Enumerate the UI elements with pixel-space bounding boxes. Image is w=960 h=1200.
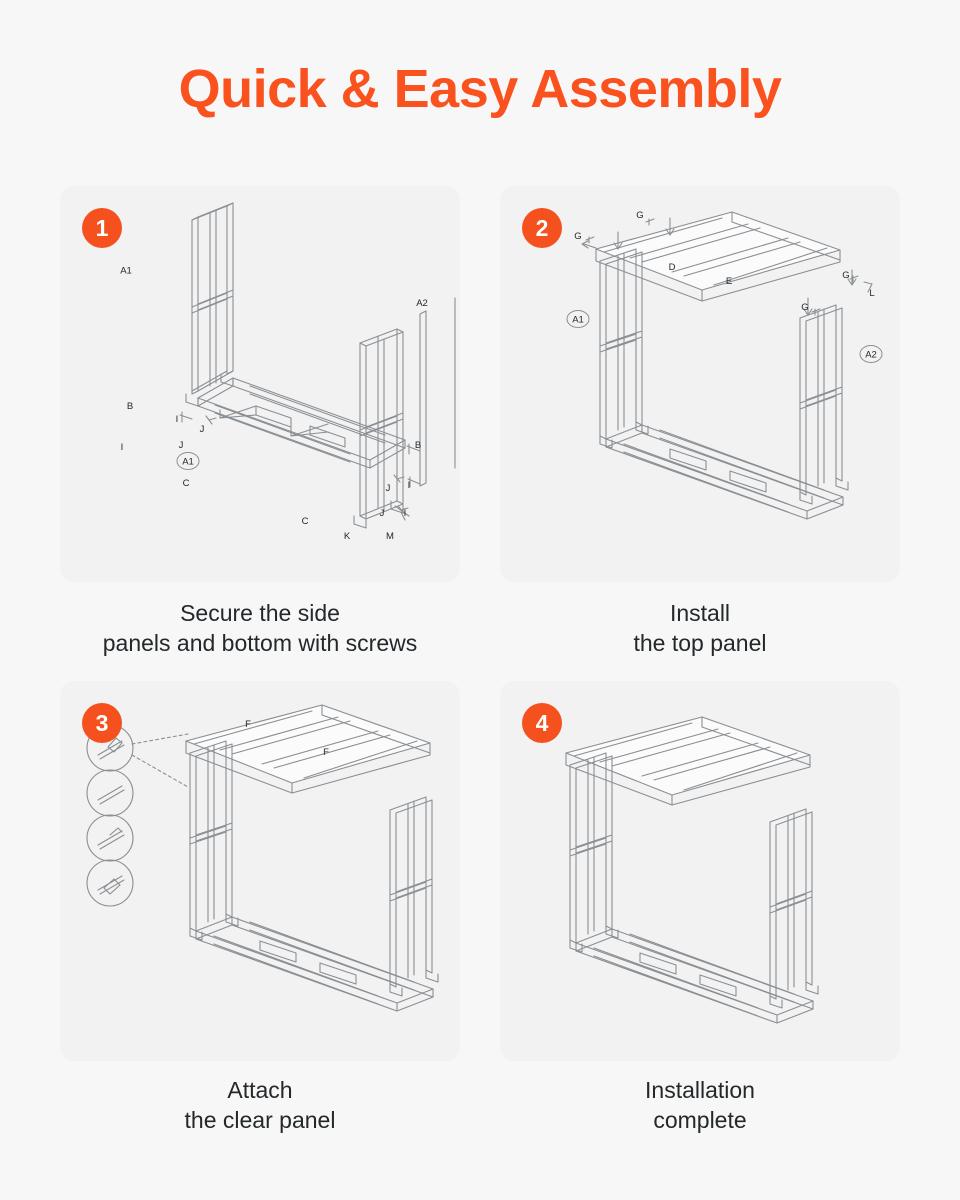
- step-card-2: [500, 186, 900, 659]
- callout-c-1: C: [182, 478, 190, 489]
- callout-b-left: B: [126, 401, 134, 412]
- step-2-caption-line-1: Install: [669, 600, 731, 626]
- callout-j-2: J: [178, 440, 184, 451]
- step-card-1: [60, 186, 460, 659]
- step-2-illustration-panel: [500, 186, 900, 582]
- step-3-caption: [60, 1075, 460, 1136]
- callout-f-1: F: [245, 718, 251, 730]
- callout-g-2: G: [574, 231, 582, 242]
- step-2-diagram: [500, 186, 900, 582]
- callout-d: D: [668, 262, 676, 273]
- callout-c-2: C: [301, 516, 309, 527]
- callout-g-3: G: [801, 302, 809, 313]
- step-4-number-badge: 4: [522, 703, 562, 743]
- callout-a1: A1: [120, 265, 132, 277]
- step-1-number-badge: 1: [82, 208, 122, 248]
- callout-e: E: [725, 276, 733, 287]
- callout-j-4: J: [379, 508, 385, 519]
- step-4-caption-line-2: complete: [653, 1107, 747, 1134]
- callout-l: L: [869, 288, 875, 299]
- step-4-caption: [500, 1075, 900, 1136]
- page-title: Quick & Easy Assembly: [178, 59, 782, 119]
- step-4-diagram: [500, 681, 900, 1061]
- steps-grid: [60, 186, 900, 1135]
- step-3-caption-line-1: Attach: [227, 1076, 293, 1103]
- step-4-illustration-panel: [500, 681, 900, 1061]
- step-card-3: [60, 681, 460, 1136]
- callout-b-right: B: [414, 440, 422, 451]
- callout-a2: A2: [416, 298, 428, 309]
- callout-f-2: F: [323, 746, 329, 758]
- step-1-caption: [60, 598, 460, 659]
- step-1-caption-line-1: Secure the side: [180, 600, 340, 626]
- callout-i-4: I: [403, 508, 407, 519]
- callout-g-1: G: [636, 210, 644, 221]
- step-3-caption-line-2: the clear panel: [184, 1107, 336, 1134]
- part-label-a1: A1: [182, 456, 194, 468]
- callout-m: M: [386, 531, 394, 542]
- step-1-part-callouts: [60, 186, 460, 582]
- step-card-4: [500, 681, 900, 1136]
- step-2-caption-line-2: the top panel: [633, 630, 767, 657]
- step-1-illustration-panel: [60, 186, 460, 582]
- callout-j-3: J: [385, 483, 391, 494]
- step-1-caption-line-2: panels and bottom with screws: [102, 630, 418, 657]
- callout-a2-step2: A2: [865, 349, 877, 361]
- callout-i-2: I: [120, 442, 124, 453]
- step-3-illustration-panel: [60, 681, 460, 1061]
- callout-g-4: G: [842, 270, 850, 281]
- step-2-caption: [500, 598, 900, 659]
- callout-j-1: J: [199, 424, 205, 435]
- callout-a1-step2: A1: [572, 314, 584, 326]
- callout-i-1: I: [175, 414, 179, 425]
- step-4-caption-line-1: Installation: [645, 1076, 755, 1103]
- step-3-diagram: [60, 681, 460, 1061]
- step-3-number-badge: 3: [82, 703, 122, 743]
- callout-k: K: [343, 531, 351, 542]
- callout-i-3: I: [407, 480, 411, 491]
- step-2-number-badge: 2: [522, 208, 562, 248]
